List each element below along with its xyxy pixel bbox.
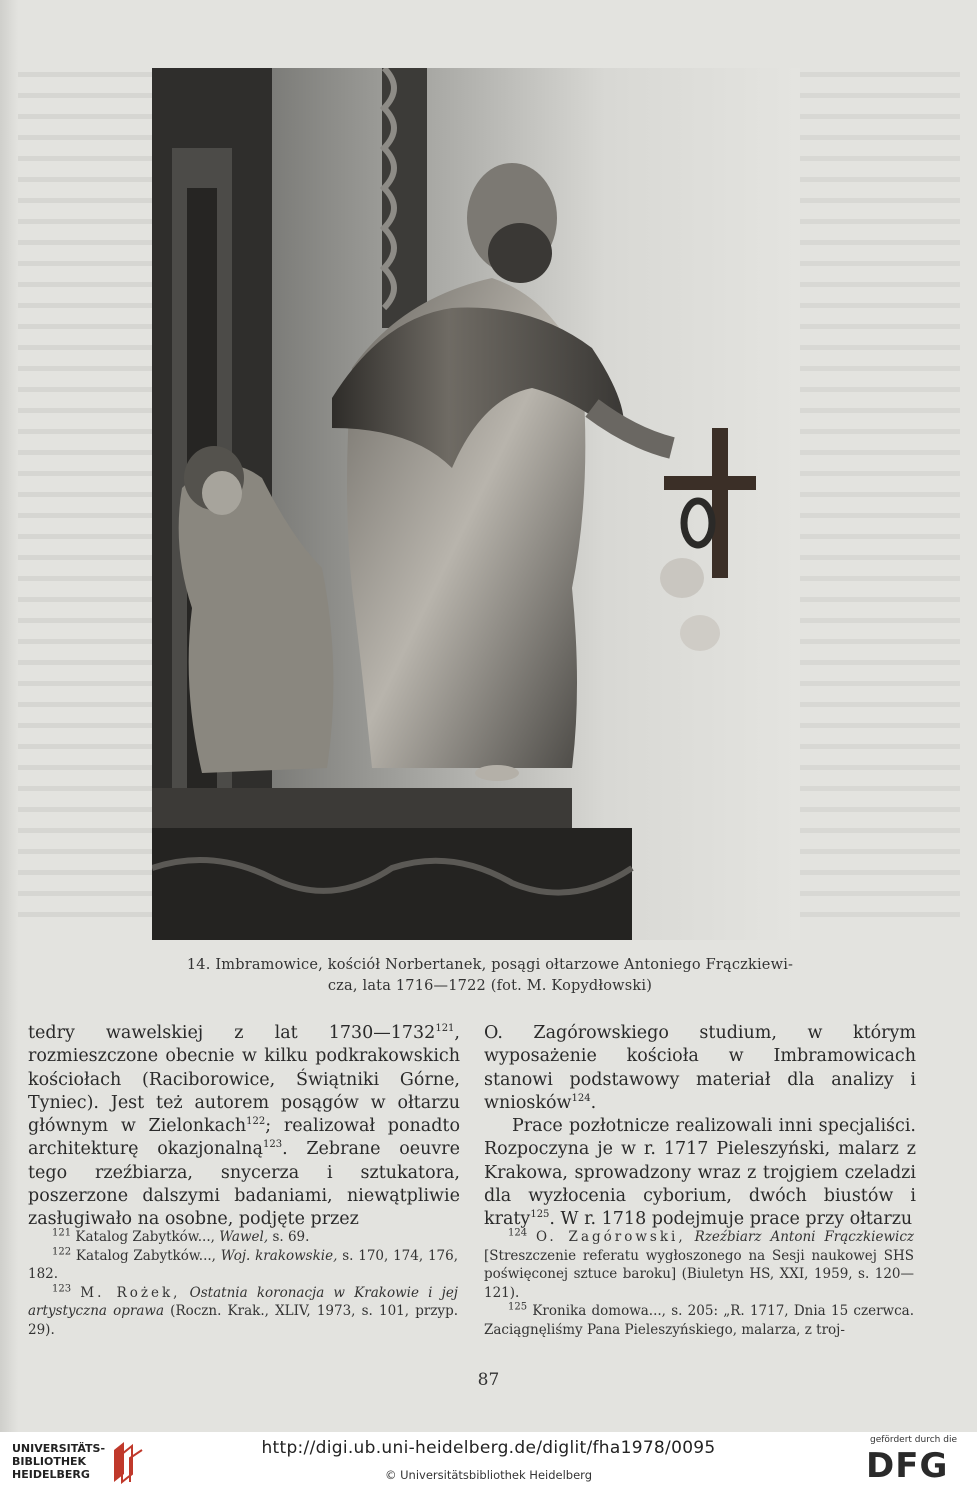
- footnote-number: 125: [508, 1301, 528, 1313]
- text-run: . Zebrane oeuvre tego rzeźbiarza, snycerza i sztukatora, poszerzone dalszymi badaniami, niewątpliwie zasługiwało na osobne, podjęte przez: [28, 1139, 461, 1230]
- dfg-logo[interactable]: DFG: [866, 1446, 949, 1486]
- footnote-123: [28, 1284, 458, 1340]
- text-run: [Streszczenie referatu wygłoszonego na Sesji naukowej SHS poświęconej sztuce baroku] (Biuletyn HS, XXI, 1959, s. 120—121).: [484, 1247, 914, 1301]
- footnote-ref: 125: [530, 1209, 550, 1221]
- text-run: Wawel,: [219, 1229, 269, 1245]
- footnote-121: [28, 1228, 458, 1247]
- text-run: Rzeźbiarz Antoni Frączkiewicz: [694, 1229, 915, 1245]
- footnote-122: [28, 1247, 458, 1284]
- text-run: M. Rożek,: [80, 1284, 181, 1301]
- page-number: 87: [477, 1370, 500, 1390]
- show-through-text-right: [800, 60, 960, 920]
- funding-label: gefördert durch die: [870, 1435, 957, 1445]
- footnote-124: [484, 1228, 914, 1302]
- footnote-ref: 124: [571, 1093, 591, 1105]
- permalink-url[interactable]: http://digi.ub.uni-heidelberg.de/diglit/fha1978/0095: [261, 1438, 716, 1458]
- text-run: ; realizował ponadto architekturę okazjonalną: [28, 1116, 460, 1160]
- text-run: tedry wawelskiej z lat 1730—1732: [28, 1023, 436, 1043]
- library-name-line: BIBLIOTHEK: [12, 1455, 87, 1468]
- copyright-notice: © Universitätsbibliothek Heidelberg: [384, 1468, 592, 1482]
- footnotes-right: [484, 1228, 914, 1339]
- library-name-line: UNIVERSITÄTS-: [12, 1442, 106, 1455]
- text-run: Prace pozłotnicze realizowali inni specjaliści. Rozpoczyna je w r. 1717 Pieleszyński, malarz z Krakowa, sprowadzony wraz z trojgiem czeladzi dla wyzłocenia cyborium, dwóch biustów i kraty: [484, 1116, 916, 1230]
- text-run: .: [590, 1092, 597, 1113]
- caption-line-1: 14. Imbramowice, kościół Norbertanek, posągi ołtarzowe Antoniego Frączkiewi-: [186, 957, 794, 973]
- text-run: , rozmieszczone obecnie w kilku podkrakowskich kościołach (Raciborowice, Świątniki Górne, Tyniec). Jest też autorem posągów w ołtarzu głównym w Zielonkach: [28, 1023, 460, 1137]
- footnote-ref: 121: [435, 1023, 455, 1035]
- text-run: O. Zagórowskiego studium, w którym wyposażenie kościoła w Imbramowicach stanowi podstawowy materiał dla analizy i wniosków: [484, 1023, 916, 1113]
- footnotes-left: [28, 1228, 458, 1339]
- footnote-number: 122: [52, 1246, 72, 1257]
- paragraph: [28, 1022, 460, 1232]
- statue-photograph: [152, 68, 800, 940]
- text-run: (Roczn. Krak., XLIV, 1973, s. 101, przyp. 29).: [28, 1303, 458, 1338]
- body-column-right: [484, 1022, 916, 1232]
- text-run: Katalog Zabytków...,: [75, 1229, 215, 1245]
- body-column-left: [28, 1022, 460, 1232]
- footer-bar: [0, 1432, 977, 1492]
- footnote-125: [484, 1302, 914, 1339]
- figure-caption: [120, 955, 860, 997]
- text-run: Ostatnia koronacja w Krakowie i jej artystyczna oprawa: [28, 1284, 458, 1319]
- footnote-number: 123: [52, 1283, 72, 1294]
- footnote-number: 124: [508, 1227, 528, 1239]
- footnote-ref: 123: [262, 1139, 283, 1151]
- text-run: s. 69.: [272, 1229, 310, 1245]
- show-through-text-left: [18, 60, 153, 920]
- text-run: O. Zagórowski,: [536, 1229, 686, 1245]
- paragraph: [484, 1022, 916, 1115]
- footnote-ref: 122: [246, 1116, 266, 1128]
- text-run: Woj. krakowskie,: [220, 1247, 338, 1264]
- text-run: Kronika domowa..., s. 205: „R. 1717, Dnia 15 czerwca. Zaciągnęliśmy Pana Pieleszyńskiego, malarza, z troj-: [484, 1303, 914, 1338]
- library-name-line: HEIDELBERG: [12, 1468, 90, 1481]
- page-edge: [0, 0, 18, 1432]
- footnote-number: 121: [52, 1227, 72, 1239]
- paragraph: [484, 1115, 916, 1231]
- text-run: s. 170, 174, 176, 182.: [28, 1247, 459, 1282]
- text-run: Katalog Zabytków...,: [75, 1247, 216, 1264]
- caption-line-2: cza, lata 1716—1722 (fot. M. Kopydłowski): [327, 978, 653, 994]
- text-run: . W r. 1718 podejmuje prace przy ołtarzu: [549, 1209, 913, 1230]
